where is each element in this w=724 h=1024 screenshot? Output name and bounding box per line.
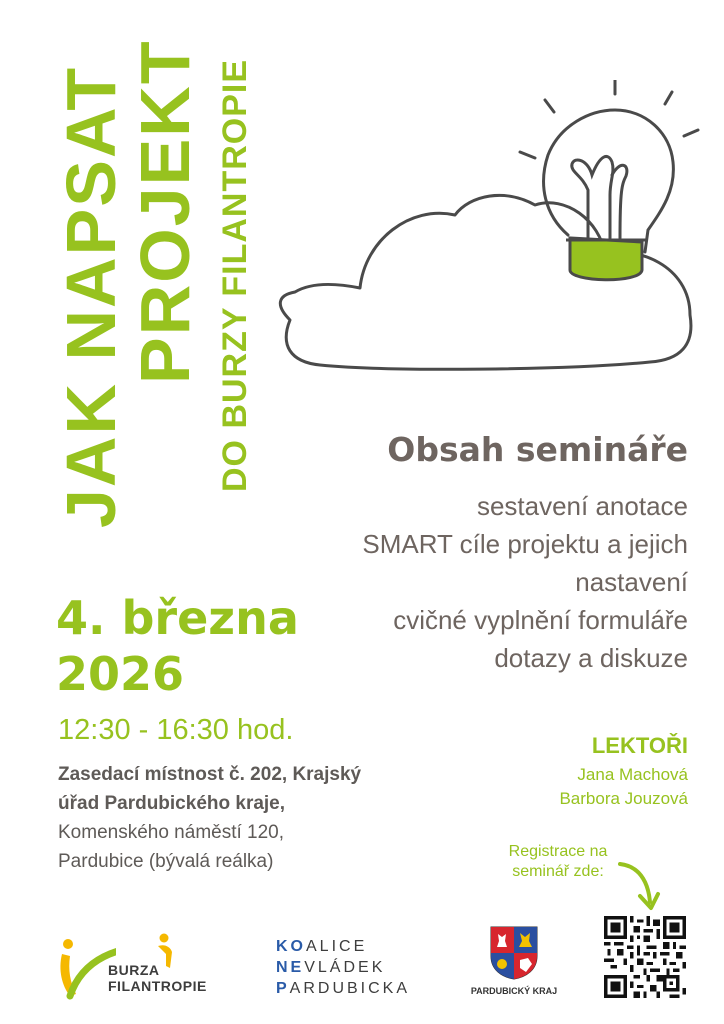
topics-heading: Obsah semináře	[387, 430, 688, 469]
lecturers-heading: LEKTOŘI	[591, 733, 688, 758]
konep-line-rest: ARDUBICKA	[289, 980, 411, 997]
koalice-nevladek-logo	[276, 936, 410, 999]
topic-item: sestavení anotace	[476, 491, 688, 521]
venue-address: Komenského náměstí 120, Pardubice (bývalá reálka)	[58, 822, 285, 872]
topic-item: nastavení	[575, 567, 688, 597]
lecturer-name: Jana Machová	[577, 765, 688, 784]
konep-line-initials: P	[276, 980, 290, 997]
cloud-lightbulb-illustration	[270, 80, 710, 390]
pardubicky-kraj-logo	[464, 926, 564, 1002]
title-line-2: PROJEKT	[126, 39, 204, 384]
konep-line	[276, 936, 410, 957]
event-date	[56, 590, 299, 702]
lecturers-section	[559, 733, 688, 811]
burza-logo-line-2: FILANTROPIE	[108, 978, 207, 994]
konep-line-rest: VLÁDEK	[304, 959, 386, 976]
konep-line-rest: ALICE	[306, 938, 368, 955]
lecturer-name: Barbora Jouzová	[559, 789, 688, 808]
registration-qr-code[interactable]	[604, 916, 686, 998]
kraj-logo-text: PARDUBICKÝ KRAJ	[470, 986, 558, 996]
topic-item: dotazy a diskuze	[494, 643, 688, 673]
topic-item: cvičné vyplnění formuláře	[393, 605, 688, 635]
coat-of-arms-icon	[490, 926, 538, 980]
topics-list	[268, 487, 688, 677]
date-day-month: 4. března	[56, 591, 299, 645]
event-venue	[58, 760, 368, 876]
burza-figures-icon	[56, 930, 116, 1002]
konep-line-initials: KO	[276, 938, 306, 955]
konep-line	[276, 978, 410, 999]
konep-line	[276, 957, 410, 978]
burza-filantropie-logo	[56, 930, 236, 1002]
topic-item: SMART cíle projektu a jejich	[362, 529, 688, 559]
seminar-content-section	[268, 430, 688, 677]
burza-logo-text	[108, 962, 207, 994]
date-year: 2026	[56, 647, 185, 701]
title-line-3: DO BURZY FILANTROPIE	[216, 58, 254, 492]
title-line-1: JAK NAPSAT	[52, 65, 130, 528]
venue-name: Zasedací místnost č. 202, Krajský úřad Pardubického kraje,	[58, 764, 362, 814]
konep-line-initials: NE	[276, 959, 305, 976]
arrow-down-icon	[614, 858, 664, 914]
burza-logo-line-1: BURZA	[108, 962, 160, 978]
registration-label: Registrace na seminář zde:	[508, 843, 608, 880]
event-time: 12:30 - 16:30 hod.	[58, 714, 294, 746]
